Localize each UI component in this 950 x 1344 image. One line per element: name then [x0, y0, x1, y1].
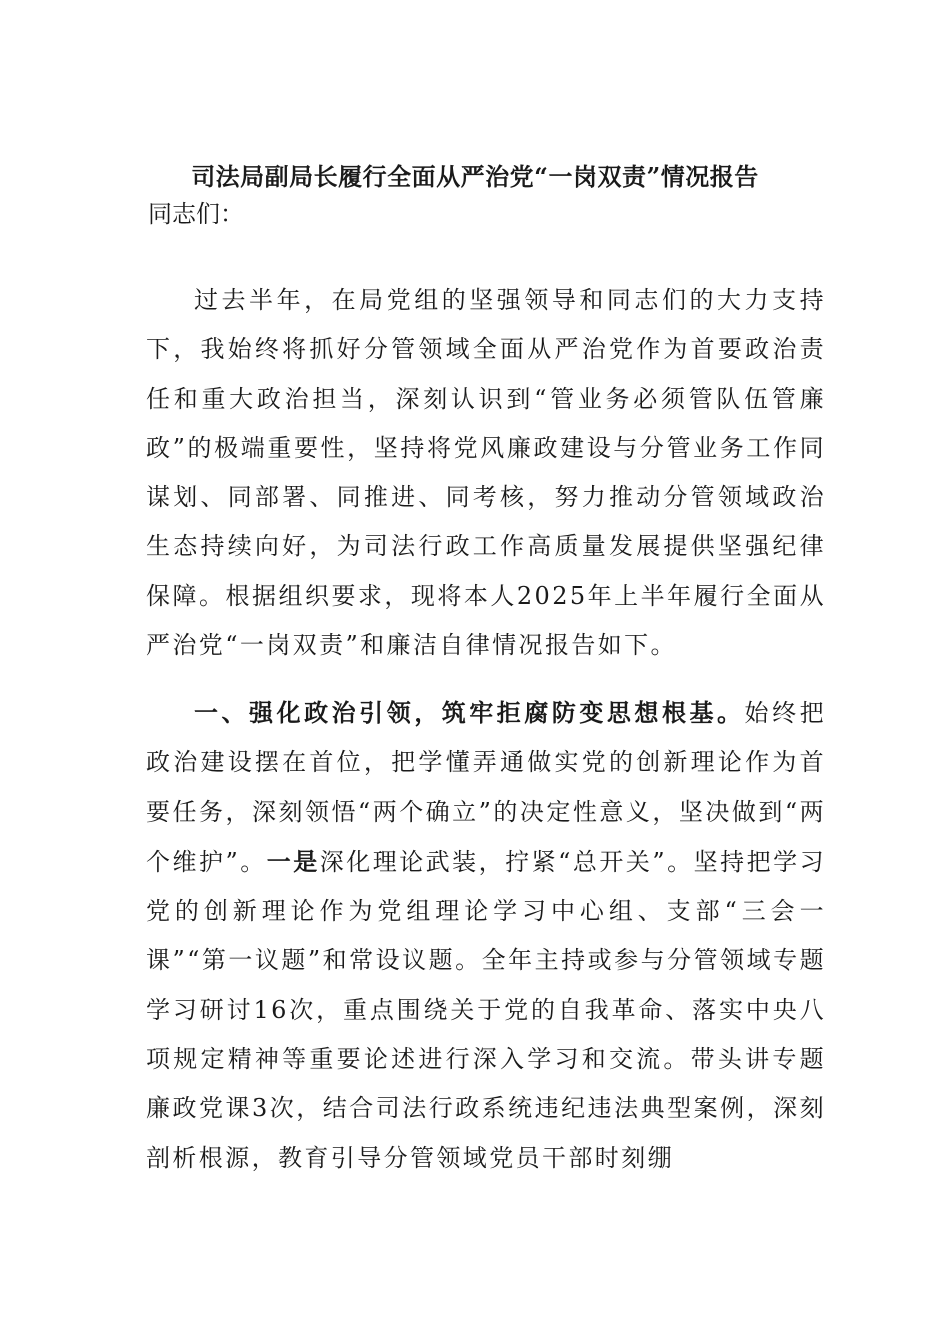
section-1-heading: 一、强化政治引领，筑牢拒腐防变思想根基。: [194, 698, 745, 727]
intro-paragraph: 过去半年，在局党组的坚强领导和同志们的大力支持下，我始终将抓好分管领域全面从严治党作为首要政治责任和重大政治担当，深刻认识到“管业务必须管队伍管廉政”的极端重要性，坚持将党风廉政建设与分管业务工作同谋划、同部署、同推进、同考核，努力推动分管领域政治生态持续向好，为司法行政工作高质量发展提供坚强纪律保障。根据组织要求，现将本人2025年上半年履行全面从严治党“一岗双责”和廉洁自律情况报告如下。: [146, 286, 826, 660]
section-1-text-b: 深化理论武装，拧紧“总开关”。坚持把学习党的创新理论作为党组理论学习中心组、支部“三会一课”“第一议题”和常设议题。全年主持或参与分管领域专题学习研讨16次，重点围绕关于党的自我革命、落实中央八项规定精神等重要论述进行深入学习和交流。带头讲专题廉政党课3次，结合司法行政系统违纪违法典型案例，深刻剖析根源，教育引导分管领域党员干部时刻绷: [146, 847, 826, 1172]
document-title: 司法局副局长履行全面从严治党“一岗双责”情况报告: [191, 162, 759, 191]
section-1-paragraph: [146, 688, 826, 1183]
section-1-point-1-label: 一是: [266, 846, 320, 876]
section-1-text-a: 始终把政治建设摆在首位，把学懂弄通做实党的创新理论作为首要任务，深刻领悟“两个确立”的决定性意义，坚决做到“两个维护”。: [146, 699, 827, 876]
salutation: 同志们：: [148, 200, 244, 228]
